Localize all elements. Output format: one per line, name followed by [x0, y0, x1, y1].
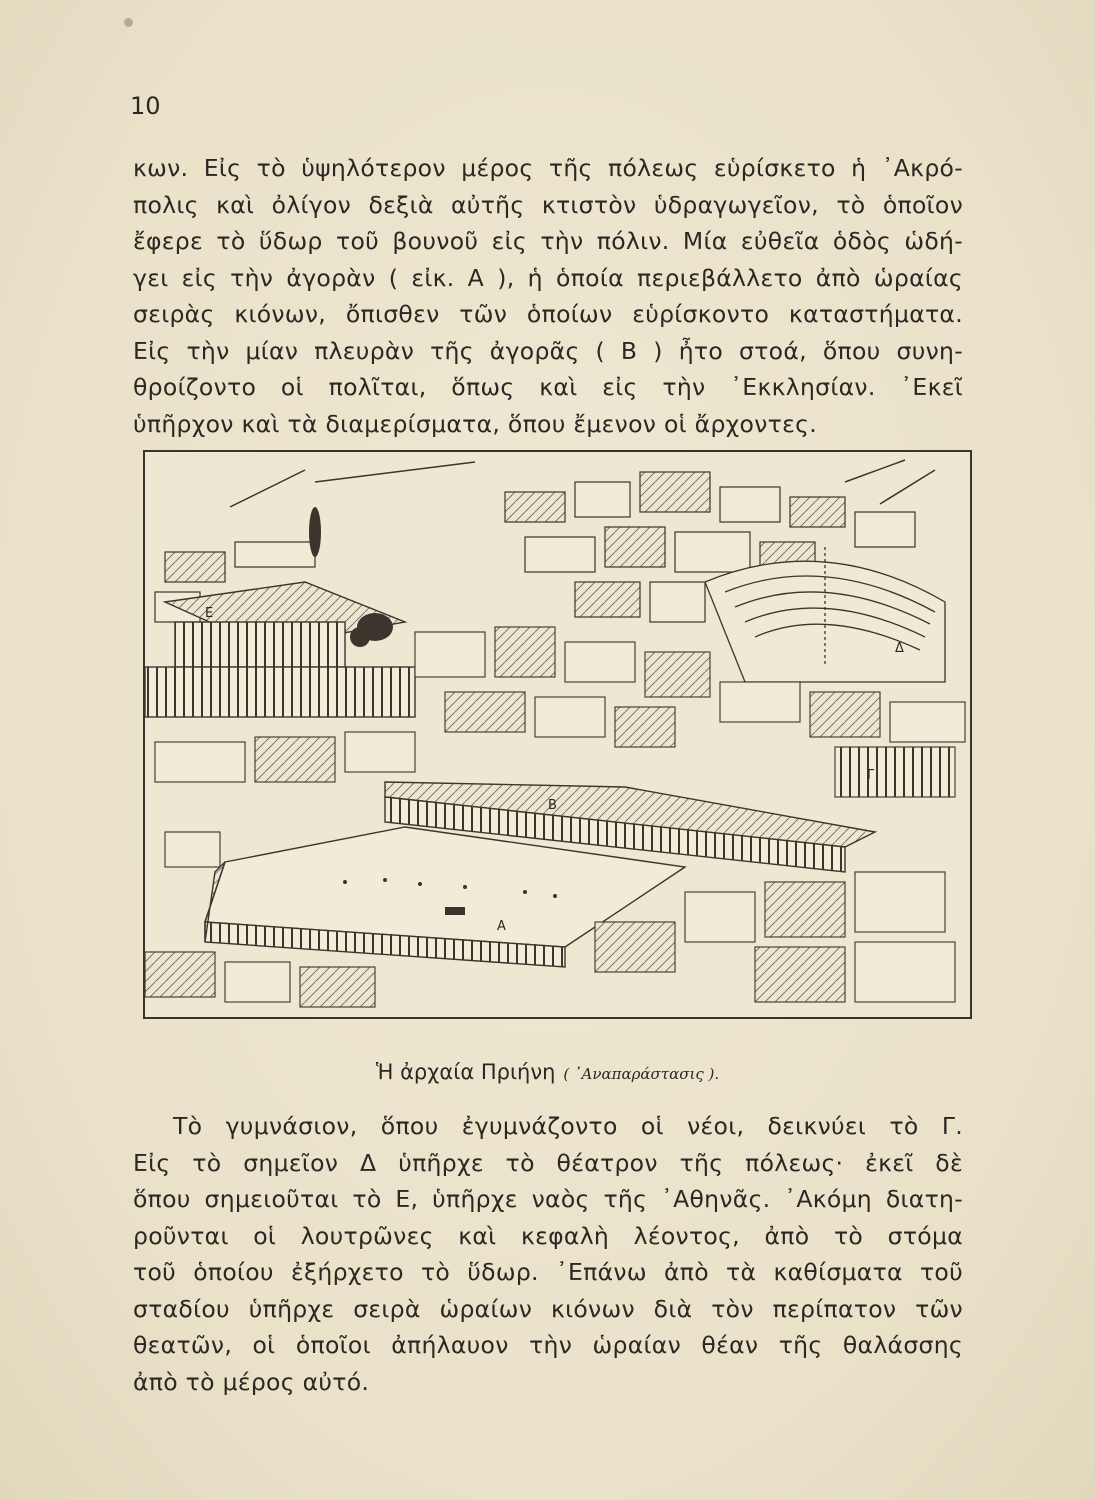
city-drawing [145, 452, 970, 1017]
text-line: Εἰς τὴν μίαν πλευρὰν τῆς ἀγορᾶς ( Β ) ἦτο στοά, ὅπου συνη- [133, 336, 963, 365]
label-D: Δ [895, 641, 904, 656]
label-G: Γ [867, 768, 875, 783]
text-line: σειρὰς κιόνων, ὄπισθεν τῶν ὁποίων εὑρίσκοντο καταστήματα. [133, 300, 963, 328]
text-line: ἔφερε τὸ ὕδωρ τοῦ βουνοῦ εἰς τὴν πόλιν. Μία εὐθεῖα ὁδὸς ὡδή- [133, 227, 963, 255]
text-line: Τὸ γυμνάσιον, ὅπου ἐγυμνάζοντο οἱ νέοι, δεικνύει τὸ Γ. [173, 1112, 963, 1140]
text-line: γει εἰς τὴν ἀγορὰν ( εἰκ. Α ), ἡ ὁποία περιεβάλλετο ἀπὸ ὡραίας [133, 263, 963, 292]
label-B: Β [548, 798, 557, 813]
page-number: 10 [130, 92, 161, 120]
text-line: ὑπῆρχον καὶ τὰ διαμερίσματα, ὅπου ἔμενον οἱ ἄρχοντες. [133, 409, 817, 438]
label-A: Α [497, 919, 506, 934]
temple-athena [145, 582, 415, 717]
text-line: Εἰς τὸ σημεῖον Δ ὑπῆρχε τὸ θέατρον τῆς πόλεως· ἐκεῖ δὲ [133, 1148, 963, 1177]
text-line: τοῦ ὁποίου ἐξήρχετο τὸ ὕδωρ. ᾿Επάνω ἀπὸ τὰ καθίσματα τοῦ [133, 1258, 963, 1286]
caption-title: Ἡ ἀρχαία Πριήνη [375, 1060, 556, 1084]
text-line: θεατῶν, οἱ ὁποῖοι ἀπήλαυον τὴν ὡραίαν θέαν τῆς θαλάσσης [133, 1331, 963, 1359]
caption-reconstruction: ( ᾿Αναπαράστασις ). [563, 1065, 720, 1083]
label-E: Ε [205, 606, 214, 621]
text-line: ροῦνται οἱ λουτρῶνες καὶ κεφαλὴ λέοντος, ἀπὸ τὸ στόμα [133, 1221, 963, 1250]
text-line: σταδίου ὑπῆρχε σειρὰ ὡραίων κιόνων διὰ τὸν περίπατον τῶν [133, 1294, 963, 1323]
paragraph-2 [133, 1108, 963, 1400]
figure-caption [0, 1060, 1095, 1084]
paragraph-1 [133, 150, 963, 442]
paper-speck [124, 18, 133, 27]
text-line: ἀπὸ τὸ μέρος αὐτό. [133, 1367, 370, 1396]
text-line: ὅπου σημειοῦται τὸ Ε, ὑπῆρχε ναὸς τῆς ᾿Αθηνᾶς. ᾿Ακόμη διατη- [133, 1185, 963, 1213]
text-line: κων. Εἰς τὸ ὑψηλότερον μέρος τῆς πόλεως εὑρίσκετο ἡ ᾿Ακρό- [133, 154, 963, 182]
text-line: θροίζοντο οἱ πολῖται, ὅπως καὶ εἰς τὴν ᾿Εκκλησίαν. ᾿Εκεῖ [133, 373, 963, 401]
text-line: πολις καὶ ὀλίγον δεξιὰ αὐτῆς κτιστὸν ὑδραγωγεῖον, τὸ ὁποῖον [133, 190, 963, 219]
priene-illustration [143, 450, 972, 1019]
